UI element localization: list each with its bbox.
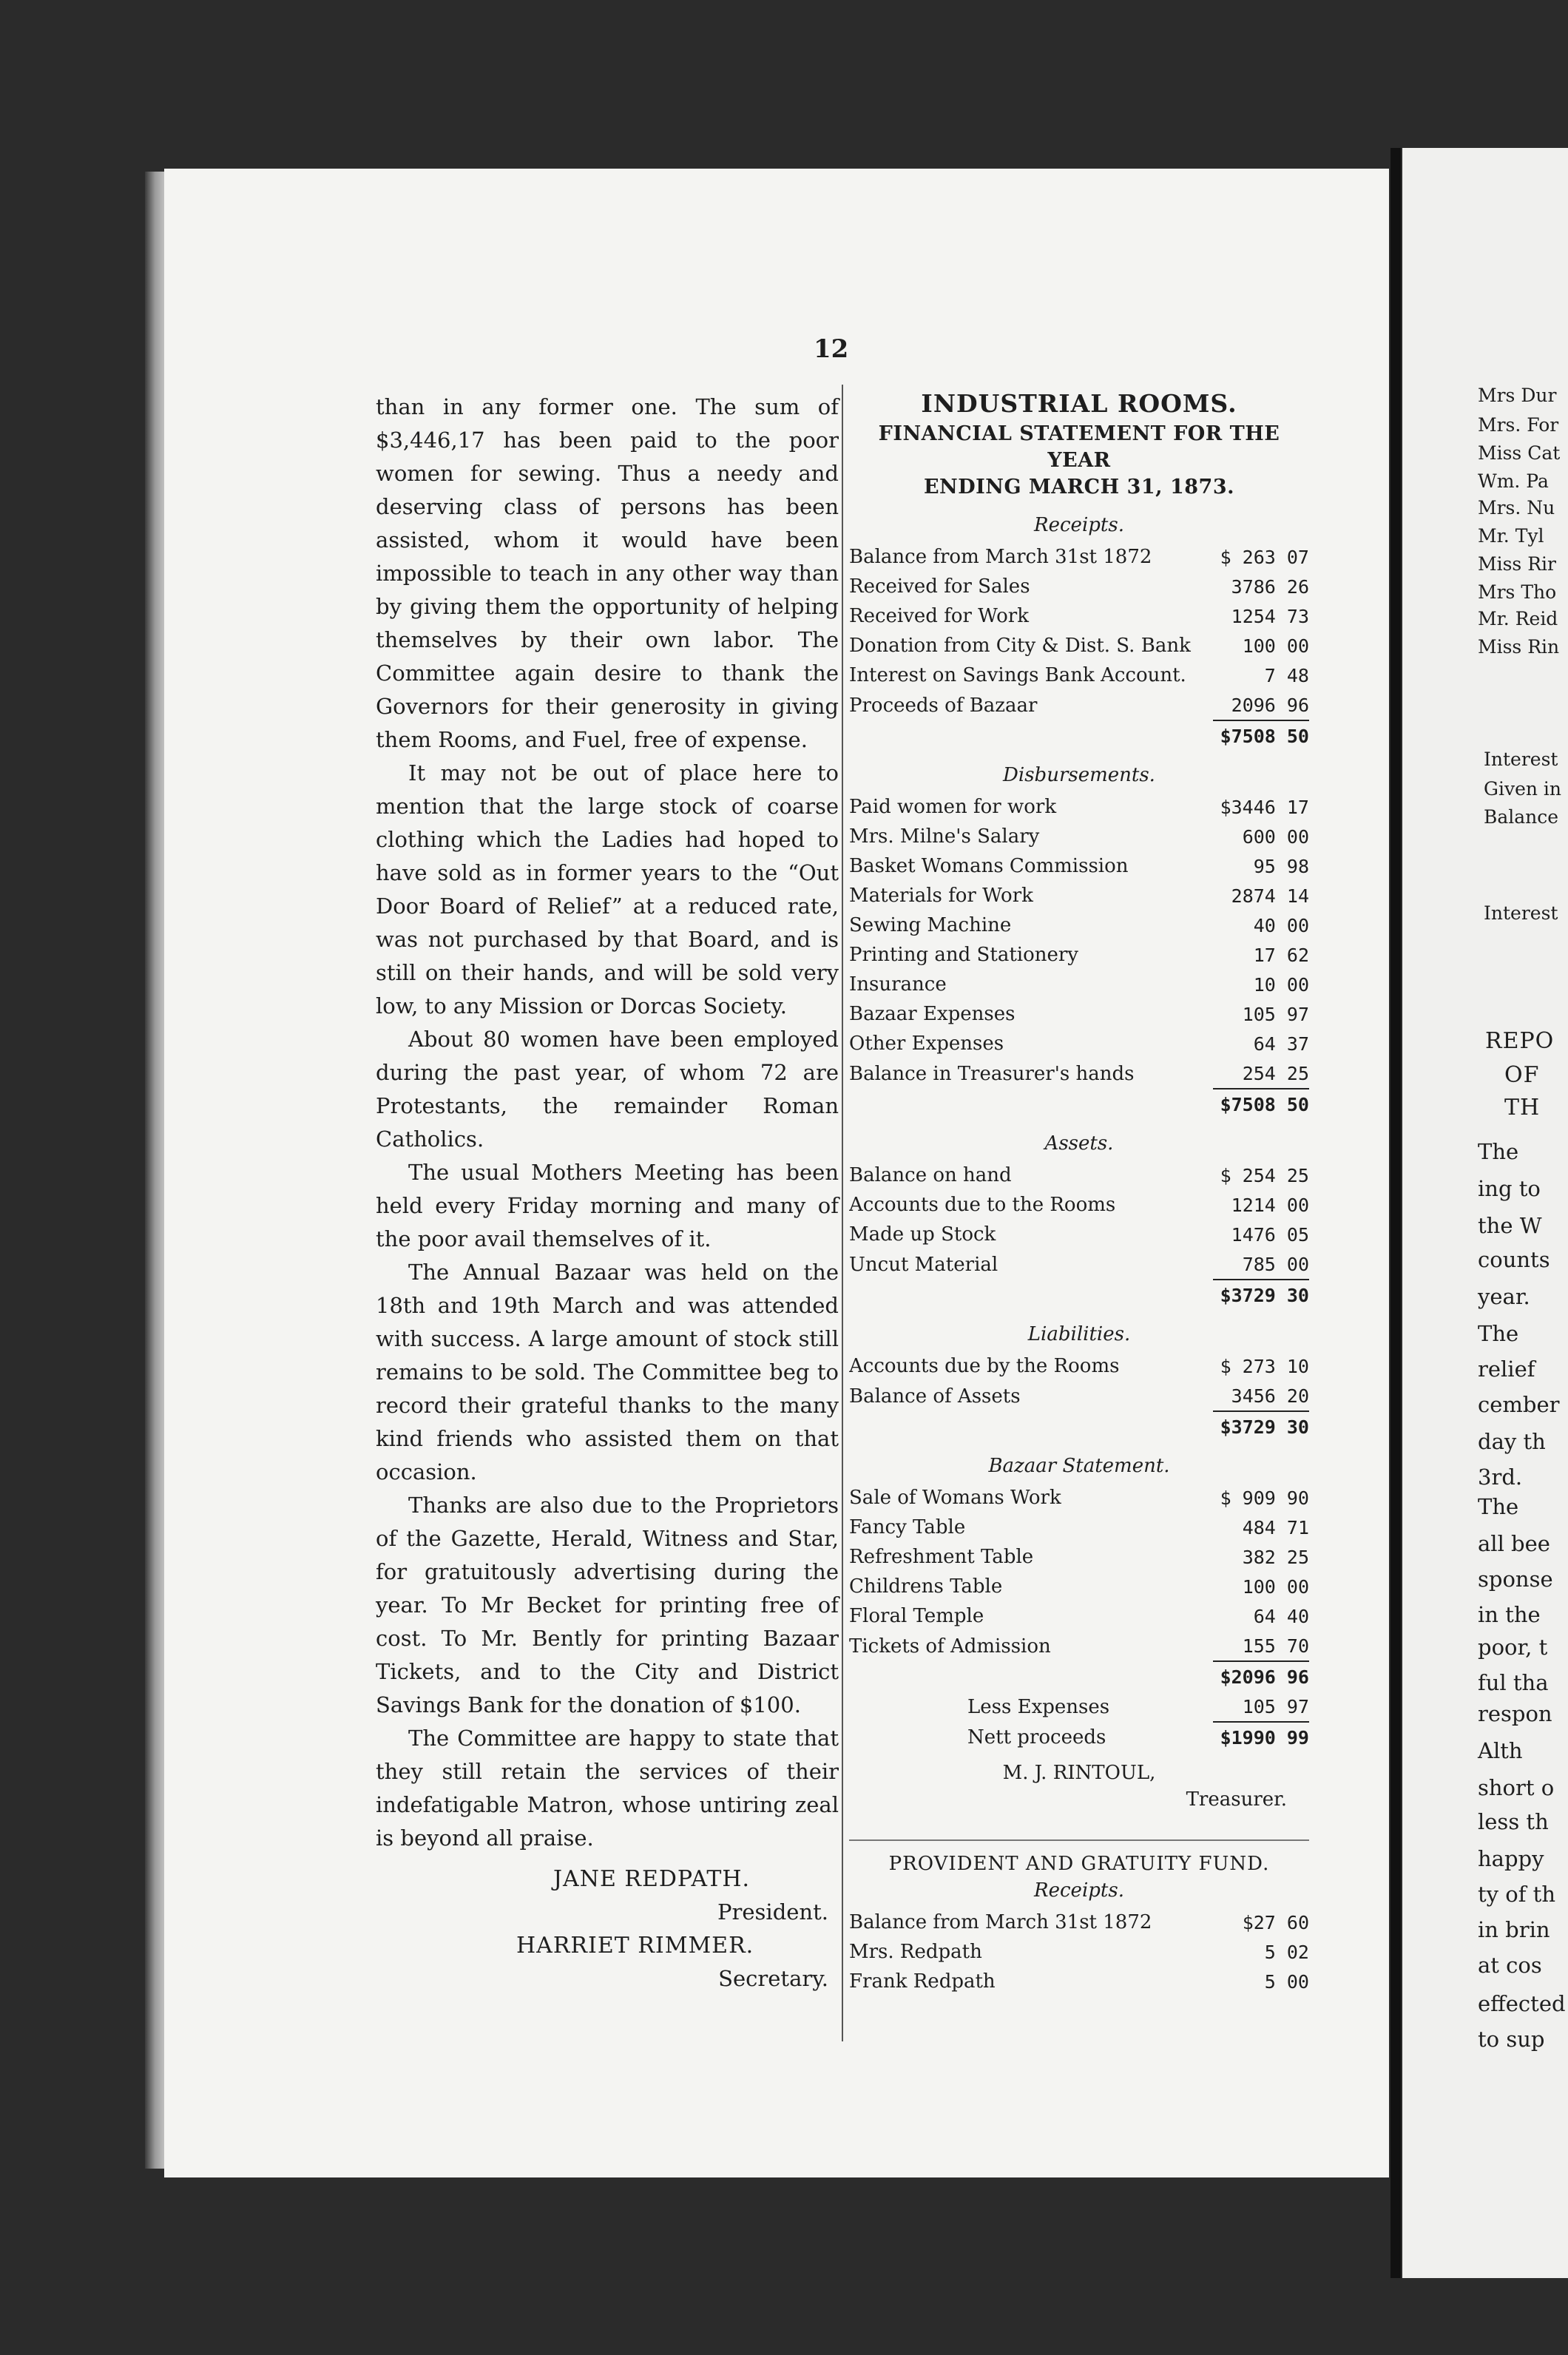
facing-page-line: Wm. Pa <box>1478 470 1549 492</box>
ledger-label-text: Balance in Treasurer's hands <box>849 1062 1135 1085</box>
ledger-amount: $3729 30 <box>1213 1411 1309 1442</box>
ledger-label-text: Refreshment Table <box>849 1546 1034 1568</box>
facing-page-line: Miss Cat <box>1478 442 1561 464</box>
ledger-amount: 155 70 <box>1242 1635 1309 1657</box>
ledger-amount: 40 00 <box>1253 914 1309 936</box>
ledger-amount: 5 00 <box>1264 1970 1309 1993</box>
provident-fund-section <box>849 1839 1309 1996</box>
facing-page-line: The <box>1478 1321 1519 1346</box>
ledger-label-text: Materials for Work <box>849 885 1033 907</box>
ledger-row <box>849 1967 1309 1996</box>
ledger-amount: $ 254 25 <box>1220 1164 1309 1186</box>
ledger-label <box>849 1160 1213 1190</box>
ledger-label-text: Accounts due by the Rooms <box>849 1355 1120 1377</box>
ledger-row <box>849 1351 1309 1381</box>
ledger-label-text: Floral Temple <box>849 1605 984 1627</box>
facing-page-line: The <box>1478 1139 1519 1164</box>
ledger-amount: $3729 30 <box>1213 1280 1309 1310</box>
ledger-row <box>849 970 1309 999</box>
ledger-label <box>849 1661 1213 1692</box>
ledger-label-text: Balance on hand <box>849 1164 1012 1186</box>
ledger-amount: 100 00 <box>1242 635 1309 657</box>
report-paragraph: The Committee are happy to state that they still retain the services of their indefatigable Matron, whose untiring zeal is beyond all praise. <box>376 1726 839 1851</box>
ledger-amount: 382 25 <box>1242 1546 1309 1568</box>
ledger-label-text: Bazaar Expenses <box>849 1003 1016 1025</box>
ledger-row <box>849 1513 1309 1542</box>
ledger-row <box>849 851 1309 881</box>
ledger-amount: 1214 00 <box>1231 1194 1309 1216</box>
ledger-amount: 64 40 <box>1253 1605 1309 1627</box>
ledger-amount: $7508 50 <box>1213 720 1309 751</box>
statement-subtitle: ENDING MARCH 31, 1873. <box>923 476 1235 499</box>
ledger-label <box>849 1280 1213 1310</box>
ledger-amount: 1476 05 <box>1231 1223 1309 1246</box>
ledger-row <box>849 1908 1309 1937</box>
nett-proceeds-amount: $1990 99 <box>1213 1722 1309 1752</box>
ledger-row <box>849 542 1309 572</box>
section-table <box>849 1483 1309 1692</box>
section-heading: Bazaar Statement. <box>988 1455 1170 1477</box>
provident-fund-heading: Receipts. <box>1034 1879 1124 1902</box>
facing-page-line: 3rd. <box>1478 1464 1523 1490</box>
ledger-amount: $3446 17 <box>1220 796 1309 818</box>
facing-page-line: Mr. Reid <box>1478 608 1558 629</box>
ledger-label <box>849 1542 1213 1572</box>
facing-page-line: Interest <box>1484 902 1558 924</box>
ledger-label <box>849 970 1213 999</box>
ledger-label-text: Basket Womans Commission <box>849 855 1129 877</box>
financial-statement-column <box>849 385 1309 1996</box>
ledger-row <box>849 660 1309 690</box>
ledger-label-text: Fancy Table <box>849 1516 966 1538</box>
ledger-amount: 5 02 <box>1264 1941 1309 1963</box>
ledger-label-text: Childrens Table <box>849 1575 1003 1598</box>
ledger-row <box>849 1601 1309 1631</box>
ledger-amount: 254 25 <box>1242 1062 1309 1084</box>
ledger-label-text: Sewing Machine <box>849 914 1012 936</box>
ledger-label <box>849 1249 1213 1280</box>
president-role: President. <box>717 1899 828 1925</box>
ledger-row <box>849 1381 1309 1411</box>
ledger-label <box>849 1058 1213 1089</box>
ledger-row <box>849 1280 1309 1310</box>
facing-page-line: short o <box>1478 1775 1555 1800</box>
ledger-amount: $ 263 07 <box>1220 546 1309 568</box>
report-paragraph: than in any former one. The sum of $3,446,17 has been paid to the poor women for sewing. Thus a needy and deserving class of persons has been assisted, whom it would have been impossible to teach in any other way than by giving them the opportunity of helping themselves by their own labor. The Committee again desire to thank the Governors for their generosity in giving them Rooms, and Fuel, free of expense. <box>376 394 839 752</box>
ledger-label <box>849 999 1213 1029</box>
ledger-row <box>849 1692 1309 1722</box>
ledger-label-text: Paid women for work <box>849 796 1057 818</box>
ledger-row <box>849 1089 1309 1119</box>
facing-page-line: Mrs. For <box>1478 414 1559 436</box>
statement-title: INDUSTRIAL ROOMS. <box>921 389 1237 418</box>
ledger-label <box>849 1572 1213 1601</box>
less-expenses-label: Less Expenses <box>967 1695 1110 1718</box>
book-spine <box>1390 148 1401 2278</box>
facing-page-line: Given in <box>1484 778 1562 800</box>
ledger-row <box>849 999 1309 1029</box>
ledger-amount: $ 273 10 <box>1220 1355 1309 1377</box>
facing-page-line: Interest <box>1484 749 1558 770</box>
secretary-role: Secretary. <box>718 1966 828 1991</box>
ledger-label <box>849 631 1213 660</box>
ledger-label <box>849 1190 1213 1220</box>
facing-page-line: poor, t <box>1478 1635 1548 1660</box>
facing-page-line: to sup <box>1478 2027 1545 2052</box>
ledger-label-text: Interest on Savings Bank Account. <box>849 664 1186 686</box>
column-divider <box>842 385 843 2041</box>
facing-page-line: OF <box>1504 1062 1540 1088</box>
ledger-amount: $2096 96 <box>1213 1661 1309 1692</box>
ledger-label-text: Other Expenses <box>849 1033 1004 1055</box>
ledger-row <box>849 601 1309 631</box>
facing-page-line: cember <box>1478 1392 1560 1417</box>
ledger-row <box>849 940 1309 970</box>
ledger-row <box>849 690 1309 720</box>
ledger-label-text: Accounts due to the Rooms <box>849 1194 1116 1216</box>
ledger-label <box>849 660 1213 690</box>
facing-page-line: day th <box>1478 1429 1546 1454</box>
facing-page-line: Balance <box>1484 806 1559 828</box>
ledger-amount: 3456 20 <box>1231 1385 1309 1407</box>
facing-page-line: ful tha <box>1478 1670 1549 1695</box>
facing-page-line: sponse <box>1478 1567 1553 1592</box>
bazaar-net-table <box>849 1692 1309 1752</box>
ledger-label <box>849 1411 1213 1442</box>
section-table <box>849 792 1309 1119</box>
ledger-row <box>849 1631 1309 1661</box>
ledger-row <box>849 572 1309 601</box>
ledger-row <box>849 1572 1309 1601</box>
ledger-amount: 10 00 <box>1253 973 1309 996</box>
ledger-amount: $ 909 90 <box>1220 1487 1309 1509</box>
ledger-row <box>849 631 1309 660</box>
ledger-amount: 64 37 <box>1253 1033 1309 1055</box>
facing-page-line: in brin <box>1478 1917 1550 1942</box>
facing-page-line: The <box>1478 1494 1519 1519</box>
ledger-amount: 95 98 <box>1253 855 1309 877</box>
ledger-label-text: Made up Stock <box>849 1223 996 1246</box>
ledger-row <box>849 881 1309 910</box>
secretary-name: HARRIET RIMMER. <box>516 1933 754 1959</box>
treasurer-signature <box>849 1760 1309 1813</box>
ledger-label-text: Printing and Stationery <box>849 944 1078 966</box>
ledger-row <box>849 1058 1309 1089</box>
ledger-label <box>849 1908 1213 1937</box>
facing-page-line: counts <box>1478 1247 1550 1272</box>
facing-page-line: less th <box>1478 1809 1549 1834</box>
ledger-label-text: Tickets of Admission <box>849 1635 1051 1658</box>
facing-page <box>1402 148 1568 2278</box>
ledger-label-text: Received for Work <box>849 605 1029 627</box>
section-heading: Liabilities. <box>1027 1323 1131 1345</box>
less-expenses-amount: 105 97 <box>1242 1695 1309 1717</box>
facing-page-line: respon <box>1478 1701 1552 1726</box>
facing-page-line: the W <box>1478 1213 1542 1238</box>
ledger-label <box>849 1483 1213 1513</box>
provident-fund-title: PROVIDENT AND GRATUITY FUND. <box>888 1853 1270 1875</box>
facing-page-line: year. <box>1478 1284 1530 1309</box>
ledger-label <box>849 1513 1213 1542</box>
ledger-label <box>849 1220 1213 1249</box>
ledger-amount: $27 60 <box>1242 1911 1309 1933</box>
ledger-label <box>849 822 1213 851</box>
ledger-label <box>849 720 1213 751</box>
section-table <box>849 542 1309 751</box>
ledger-label-text: Insurance <box>849 973 947 996</box>
facing-page-line: relief <box>1478 1356 1535 1382</box>
provident-fund-table <box>849 1908 1309 1996</box>
ledger-label <box>849 1937 1213 1967</box>
ledger-row <box>849 792 1309 822</box>
treasurer-role: Treasurer. <box>1186 1788 1287 1811</box>
ledger-amount: 484 71 <box>1242 1516 1309 1538</box>
report-paragraph: About 80 women have been employed during the past year, of whom 72 are Protestants, the remainder Roman Catholics. <box>376 1027 839 1152</box>
facing-page-line: all bee <box>1478 1531 1550 1556</box>
facing-page-line: TH <box>1504 1095 1541 1121</box>
ledger-row <box>849 1483 1309 1513</box>
facing-page-line: Alth <box>1478 1738 1523 1763</box>
ledger-label <box>849 1351 1213 1381</box>
ledger-label-text: Balance of Assets <box>849 1385 1021 1408</box>
ledger-label <box>849 910 1213 940</box>
ledger-label-text: Received for Sales <box>849 575 1030 598</box>
facing-page-line: REPO <box>1485 1028 1555 1054</box>
facing-page-line: Mrs Tho <box>1478 581 1557 603</box>
ledger-label-text: Sale of Womans Work <box>849 1487 1061 1509</box>
section-heading: Assets. <box>1044 1132 1114 1155</box>
ledger-amount: 2096 96 <box>1231 694 1309 716</box>
ledger-label <box>849 1967 1213 1996</box>
ledger-row <box>849 1249 1309 1280</box>
ledger-row <box>849 1661 1309 1692</box>
ledger-label <box>849 1631 1213 1661</box>
ledger-label <box>849 1029 1213 1058</box>
facing-page-line: Mr. Tyl <box>1478 525 1544 547</box>
ledger-row <box>849 1722 1309 1752</box>
facing-page-line: effected <box>1478 1991 1566 2016</box>
ledger-label <box>849 792 1213 822</box>
report-paragraph: Thanks are also due to the Proprietors of the Gazette, Herald, Witness and Star, for gratuitously advertising during the year. To Mr Becket for printing free of cost. To Mr. Bently for printing Bazaar Tickets, and to the City and District Savings Bank for the donation of $100. <box>376 1493 839 1717</box>
ledger-label-text: Balance from March 31st 1872 <box>849 546 1152 568</box>
facing-page-line: in the <box>1478 1602 1541 1627</box>
ledger-label-text: Uncut Material <box>849 1253 998 1276</box>
ledger-row <box>849 1220 1309 1249</box>
ledger-amount: 100 00 <box>1242 1575 1309 1598</box>
facing-page-line: happy <box>1478 1846 1544 1871</box>
ledger-row <box>849 1160 1309 1190</box>
nett-proceeds-label: Nett proceeds <box>967 1726 1106 1748</box>
ledger-amount: 2874 14 <box>1231 885 1309 907</box>
ledger-label <box>849 601 1213 631</box>
ledger-amount: 7 48 <box>1264 664 1309 686</box>
section-heading: Receipts. <box>1034 514 1124 536</box>
ledger-row <box>849 822 1309 851</box>
ledger-label-text: Balance from March 31st 1872 <box>849 1911 1152 1933</box>
section-heading: Disbursements. <box>1003 764 1155 786</box>
ledger-label <box>849 1601 1213 1631</box>
ledger-row <box>849 910 1309 940</box>
facing-page-line: Miss Rir <box>1478 553 1556 575</box>
report-paragraph: The usual Mothers Meeting has been held every Friday morning and many of the poor avail themselves of it. <box>376 1160 839 1251</box>
ledger-amount: $7508 50 <box>1213 1089 1309 1119</box>
statement-subtitle: FINANCIAL STATEMENT FOR THE YEAR <box>878 422 1280 472</box>
ledger-amount: 105 97 <box>1242 1003 1309 1025</box>
ledger-row <box>849 720 1309 751</box>
facing-page-line: Mrs. Nu <box>1478 497 1555 518</box>
ledger-amount: 17 62 <box>1253 944 1309 966</box>
ledger-label <box>849 940 1213 970</box>
statement-sections <box>849 514 1309 1692</box>
report-text-column <box>376 391 839 1996</box>
ledger-label <box>849 881 1213 910</box>
page-number: 12 <box>814 334 849 364</box>
ledger-label <box>849 1089 1213 1119</box>
ledger-label <box>849 572 1213 601</box>
section-table <box>849 1351 1309 1442</box>
ledger-amount: 785 00 <box>1242 1253 1309 1275</box>
facing-page-line: Mrs Dur <box>1478 385 1557 406</box>
report-paragraph: It may not be out of place here to mention that the large stock of coarse clothing which the Ladies had hoped to have sold as in former years to the “Out Door Board of Relief” at a reduced rate, was not purchased by that Board, and is still on their hands, and will be sold very low, to any Mission or Dorcas Society. <box>376 760 839 1018</box>
ledger-label-text: Mrs. Redpath <box>849 1941 982 1963</box>
section-table <box>849 1160 1309 1310</box>
report-paragraph: The Annual Bazaar was held on the 18th and 19th March and was attended with success. A large amount of stock still remains to be sold. The Committee beg to record their grateful thanks to the many kind friends who assisted them on that occasion. <box>376 1260 839 1484</box>
facing-page-line: ty of th <box>1478 1882 1555 1907</box>
treasurer-name: M. J. RINTOUL, <box>1002 1762 1156 1784</box>
ledger-amount: 600 00 <box>1242 825 1309 848</box>
ledger-label <box>849 1381 1213 1411</box>
ledger-label-text: Mrs. Milne's Salary <box>849 825 1040 848</box>
ledger-amount: 3786 26 <box>1231 575 1309 598</box>
facing-page-line: ing to <box>1478 1176 1541 1201</box>
facing-page-line: Miss Rin <box>1478 636 1560 658</box>
ledger-label <box>849 851 1213 881</box>
ledger-row <box>849 1029 1309 1058</box>
ledger-row <box>849 1190 1309 1220</box>
ledger-label-text: Proceeds of Bazaar <box>849 694 1038 717</box>
ledger-row <box>849 1937 1309 1967</box>
ledger-label <box>849 542 1213 572</box>
ledger-label <box>849 690 1213 720</box>
ledger-amount: 1254 73 <box>1231 605 1309 627</box>
ledger-label-text: Donation from City & Dist. S. Bank <box>849 635 1191 657</box>
president-name: JANE REDPATH. <box>553 1866 751 1892</box>
facing-page-line: at cos <box>1478 1953 1542 1978</box>
ledger-label-text: Frank Redpath <box>849 1970 996 1993</box>
ledger-row <box>849 1542 1309 1572</box>
ledger-row <box>849 1411 1309 1442</box>
